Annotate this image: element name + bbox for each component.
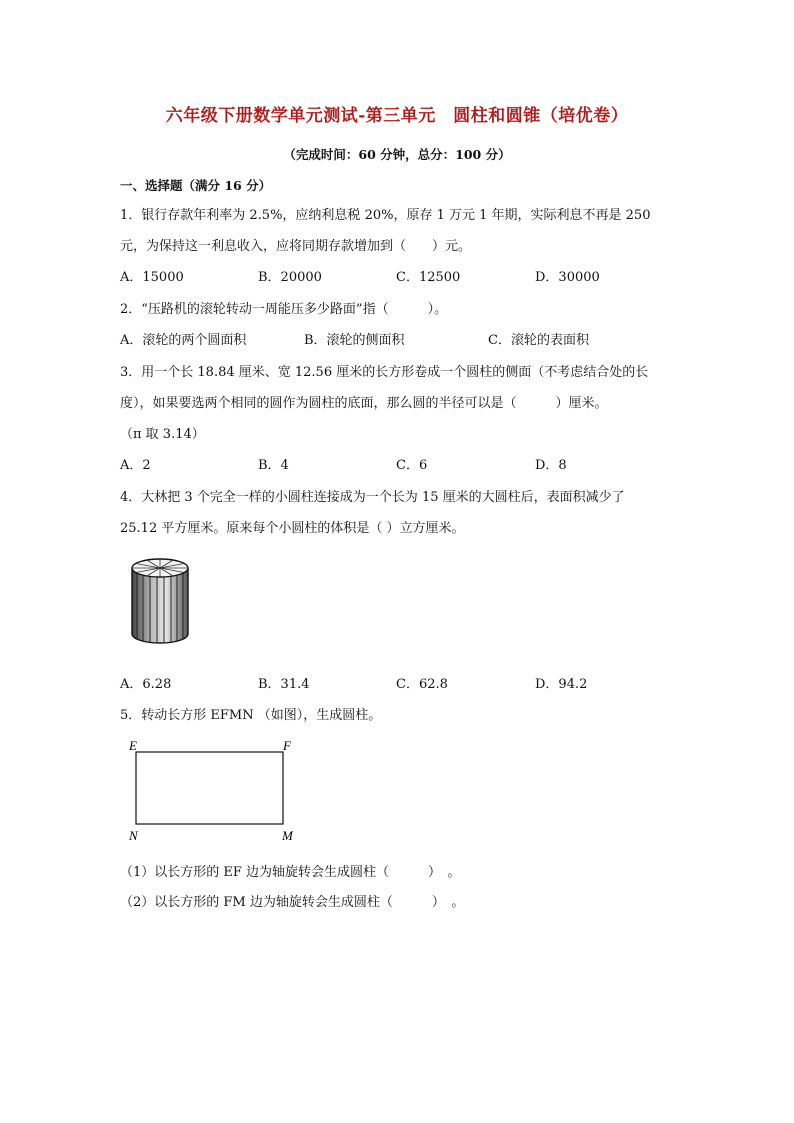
q4-line1: 4．大林把 3 个完全一样的小圆柱连接成为一个长为 15 厘米的大圆柱后，表面积减少了 <box>120 490 625 505</box>
q3-option-b: B．4 <box>258 458 289 473</box>
label-e: E <box>129 738 137 753</box>
cylinder-figure <box>128 556 192 646</box>
q1-line2: 元，为保持这一利息收入，应将同期存款增加到（ ）元。 <box>120 239 472 254</box>
label-n: N <box>129 828 138 843</box>
document-subtitle: （完成时间：60 分钟，总分：100 分） <box>283 147 511 162</box>
q3-option-a: A．2 <box>120 458 151 473</box>
q1-option-d: D．30000 <box>535 270 600 285</box>
q5-sub1: （1）以长方形的 EF 边为轴旋转会生成圆柱（ ） 。 <box>120 865 461 880</box>
document-title: 六年级下册数学单元测试-第三单元 圆柱和圆锥（培优卷） <box>165 106 629 126</box>
q4-option-c: C．62.8 <box>396 677 448 692</box>
q3-option-c: C．6 <box>396 458 428 473</box>
q3-line2: 度），如果要选两个相同的圆作为圆柱的底面，那么圆的半径可以是（ ）厘米。 <box>120 396 608 411</box>
q4-option-a: A．6.28 <box>120 677 172 692</box>
q1-option-b: B．20000 <box>258 270 322 285</box>
q3-line3: （π 取 3.14） <box>120 427 205 442</box>
q5-line1: 5．转动长方形 EFMN （如图），生成圆柱。 <box>120 708 382 723</box>
q4-line2: 25.12 平方厘米。原来每个小圆柱的体积是（ ）立方厘米。 <box>120 521 465 536</box>
q1-line1: 1．银行存款年利率为 2.5%，应纳利息税 20%，原存 1 万元 1 年期，实际利息不再是 250 <box>120 208 651 223</box>
q2-line1: 2．“压路机的滚轮转动一周能压多少路面”指（ ）。 <box>120 302 448 317</box>
rectangle-efmn-figure <box>120 736 310 848</box>
q2-option-c: C．滚轮的表面积 <box>488 333 589 348</box>
q1-option-a: A．15000 <box>120 270 184 285</box>
label-f: F <box>283 738 291 753</box>
q1-option-c: C．12500 <box>396 270 461 285</box>
q4-option-d: D．94.2 <box>535 677 588 692</box>
q2-option-b: B．滚轮的侧面积 <box>304 333 405 348</box>
q5-sub2: （2）以长方形的 FM 边为轴旋转会生成圆柱（ ） 。 <box>120 895 465 910</box>
q3-line1: 3．用一个长 18.84 厘米、宽 12.56 厘米的长方形卷成一个圆柱的侧面（不考虑结合处的长 <box>120 365 649 380</box>
q3-option-d: D．8 <box>535 458 567 473</box>
q4-option-b: B．31.4 <box>258 677 310 692</box>
label-m: M <box>282 828 293 843</box>
q2-option-a: A．滚轮的两个圆面积 <box>120 333 247 348</box>
section-heading: 一、选择题（满分 16 分） <box>120 178 272 193</box>
